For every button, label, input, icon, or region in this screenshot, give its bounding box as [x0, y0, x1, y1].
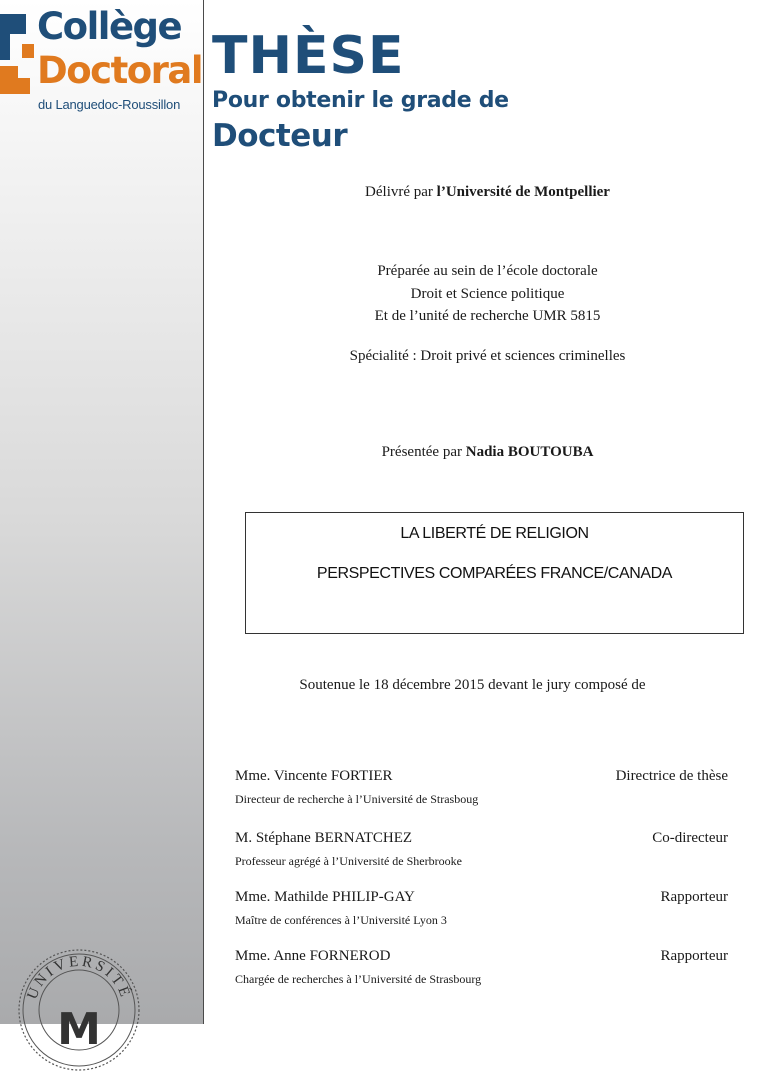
jury-member-role: Rapporteur [660, 889, 728, 905]
logo-line-region: du Languedoc-Roussillon [38, 97, 181, 112]
jury-member-name: Mme. Vincente FORTIER [235, 768, 393, 784]
svg-text:UNIVERSITÉ [24, 954, 134, 1002]
author-name: Nadia BOUTOUBA [465, 444, 594, 460]
heading-subtitle: Pour obtenir le grade de [212, 88, 509, 113]
jury-member-role: Rapporteur [660, 948, 728, 964]
delivery-prefix: Délivré par [365, 184, 437, 200]
jury-member-affiliation: Directeur de recherche à l’Université de Strasboug [235, 792, 479, 806]
defense-line: Soutenue le 18 décembre 2015 devant le jury composé de [299, 677, 646, 693]
logo-line-doctoral: Doctoral [37, 49, 203, 92]
presented-prefix: Présentée par [381, 444, 466, 460]
preparation-line-3: Et de l’unité de recherche UMR 5815 [374, 308, 601, 324]
logo-line-college: Collège [37, 5, 182, 48]
sidebar [0, 0, 204, 1055]
jury-member-affiliation: Chargée de recherches à l’Université de Strasbourg [235, 972, 482, 986]
thesis-title-line-1: LA LIBERTÉ DE RELIGION [400, 525, 589, 542]
delivery-university: l’Université de Montpellier [436, 184, 610, 200]
heading-these: THÈSE [212, 26, 405, 86]
jury-member-name: Mme. Anne FORNEROD [235, 948, 391, 964]
presented-line [205, 444, 770, 461]
preparation-line-2: Droit et Science politique [410, 286, 565, 302]
jury-member-affiliation: Maître de conférences à l’Université Lyon 3 [235, 913, 447, 927]
jury-member-affiliation: Professeur agrégé à l’Université de Sherbrooke [235, 854, 462, 868]
jury-member-name: Mme. Mathilde PHILIP-GAY [235, 889, 415, 905]
thesis-title-line-2: PERSPECTIVES COMPARÉES FRANCE/CANADA [316, 565, 673, 582]
college-doctoral-logo-mark [0, 0, 40, 100]
jury-member-role: Co-directeur [652, 830, 728, 846]
jury-member-name: M. Stéphane BERNATCHEZ [235, 830, 413, 846]
preparation-line-1: Préparée au sein de l’école doctorale [377, 263, 598, 279]
seal-letter: M [57, 1004, 101, 1055]
seal-text: UNIVERSITÉ [24, 953, 134, 1002]
specialite: Spécialité : Droit privé et sciences criminelles [349, 348, 626, 364]
heading-docteur: Docteur [212, 118, 348, 154]
jury-member-role: Directrice de thèse [615, 768, 728, 784]
delivery-line [205, 184, 770, 201]
thesis-title-box [245, 512, 744, 634]
university-seal [17, 948, 141, 1072]
